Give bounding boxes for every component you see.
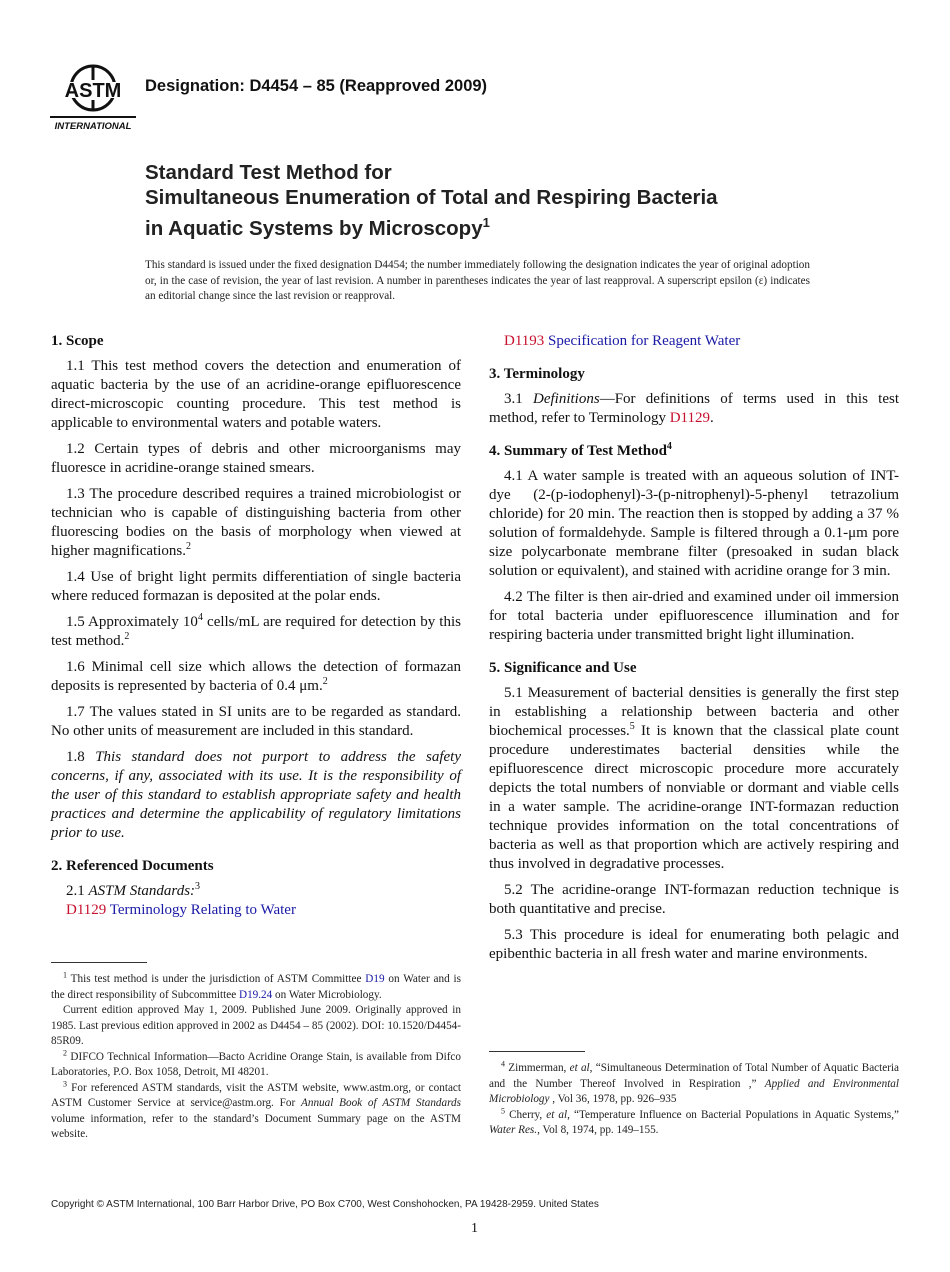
footnote-2: $^2$ DIFCO Technical Information—Bacto Acridine Orange Stain, is available from Difco Laboratories, P.O. Box 1058, Detroit, MI 48201. <box>51 1047 461 1078</box>
paragraph-2-1: 2.1 ASTM Standards:$^3$ <box>66 881 201 899</box>
paragraph-1-6: 1.6 Minimal cell size which allows the detection of formazan deposits is represented by bacteria of 0.4 μm.$^2$ <box>51 659 461 694</box>
paragraph-1-1: 1.1 This test method covers the detection and enumeration of aquatic bacteria by the use of an acridine-orange epifluorescence direct-microscopic counting procedure. This test method is applicable to environmental waters and potable waters. <box>51 358 461 431</box>
title-line-3: in Aquatic Systems by Microscopy$^1$ <box>145 215 490 240</box>
reference-d1193[interactable] <box>504 332 899 351</box>
paragraph-5-3: 5.3 This procedure is ideal for enumerating both pelagic and epibenthic bacteria in all fresh water and marine environments. <box>489 927 899 962</box>
paragraph-5-2: 5.2 The acridine-orange INT-formazan reduction technique is both quantitative and precise. <box>489 882 899 917</box>
section-heading: 3. Terminology <box>489 366 585 382</box>
reference-title[interactable]: Terminology Relating to Water <box>109 902 296 918</box>
astm-logo-mark <box>65 66 122 110</box>
footnote-divider <box>51 962 147 963</box>
svg-text:INTERNATIONAL: INTERNATIONAL <box>54 121 132 132</box>
terminology-ref-link[interactable]: D1129 <box>669 410 710 426</box>
footnote-5: $^5$ Cherry, et al, “Temperature Influence on Bacterial Populations in Aquatic Systems,” Water Res., Vol 8, 1974, pp. 149–155. <box>489 1105 900 1136</box>
paragraph-1-7: 1.7 The values stated in SI units are to be regarded as standard. No other units of measurement are included in this standard. <box>51 704 461 739</box>
footnote-ref[interactable]: 3 <box>195 881 201 892</box>
reference-code[interactable]: D1129 <box>66 902 107 918</box>
footnote-1: $^1$ This test method is under the jurisdiction of ASTM Committee D19 on Water and is the direct responsibility of Subcommittee D19.24 on Water Microbiology. <box>51 970 461 1001</box>
section-terminology <box>489 365 899 428</box>
footnote-1-edition: Current edition approved May 1, 2009. Published June 2009. Originally approved in 1985. Last previous edition approved in 2002 as D4454 – 85 (2002). DOI: 10.1520/D4454-85R09. <box>51 1004 461 1047</box>
issuance-note: This standard is issued under the fixed designation D4454; the number immediately following the designation indicates the year of original adoption or, in the case of revision, the year of last revision. A number in parentheses indicates the year of last reapproval. A superscript epsilon (ε) indicates an editorial change since the last revision or reapproval. <box>145 259 810 302</box>
section-referenced-documents <box>51 857 461 920</box>
document-title <box>145 160 845 241</box>
section-heading: 1. Scope <box>51 333 104 349</box>
footnote-divider <box>489 1051 585 1052</box>
paragraph-1-5: 1.5 Approximately $10^4$ cells/mL are required for detection by this test method.$^2$ <box>51 612 461 649</box>
footnote-ref[interactable]: 5 <box>629 721 635 732</box>
reference-code[interactable]: D1193 <box>504 333 545 349</box>
paragraph-1-8: 1.8 This standard does not purport to address the safety concerns, if any, associated with its use. It is the responsibility of the user of this standard to establish appropriate safety and health practices and determine the applicability of regulatory limitations prior to use. <box>51 749 462 841</box>
reference-d1193-block <box>489 332 899 351</box>
paragraph-4-2: 4.2 The filter is then air-dried and examined under oil immersion for total bacteria under epifluorescence illumination and for respiring bacteria under transmitted bright light illumination. <box>489 589 899 643</box>
designation: Designation: D4454 – 85 (Reapproved 2009) <box>145 77 488 95</box>
committee-link[interactable]: D19 <box>365 973 385 985</box>
paragraph-5-1: 5.1 Measurement of bacterial densities is generally the first step in establishing a relationship between bacteria and other biochemical processes.$^5$ It is known that the classical plate count procedure underestimates bacterial densities while the epifluorescence direct microscopic procedure more accurately depicts the total numbers of nonviable or dormant and viable cells in a water sample. The acridine-orange INT-formazan reduction technique provides information on the total concentrations of bacteria as well as that proportion which are actively respiring and thus involved in degradative processes. <box>489 685 899 872</box>
paragraph-1-2: 1.2 Certain types of debris and other microorganisms may fluoresce in acridine-orange stained smears. <box>51 441 461 476</box>
title-footnote-ref[interactable]: 1 <box>482 215 490 230</box>
svg-text:ASTM: ASTM <box>64 80 122 102</box>
section-significance <box>489 659 899 964</box>
footnote-ref[interactable]: 2 <box>322 676 328 687</box>
footnote-3: $^3$ For referenced ASTM standards, visit the ASTM website, www.astm.org, or contact ASTM Customer Service at service@astm.org. For Annual Book of ASTM Standards volume information, refer to the standard’s Document Summary page on the ASTM website. <box>51 1078 461 1140</box>
section-heading: 5. Significance and Use <box>489 660 637 676</box>
paragraph-1-3: 1.3 The procedure described requires a trained microbiologist or technician who is capable of distinguishing bacteria from other fluorescing bodies on the basis of morphology when viewed at higher magnifications.$^2$ <box>51 486 461 559</box>
footnotes-left <box>51 972 461 1143</box>
paragraph-4-1: 4.1 A water sample is treated with an aqueous solution of INT-dye (2-(p-iodophenyl)-3-(p-nitrophenyl)-5-phenyl tetrazolium chloride) for 20 min. The reaction then is stopped by adding a 37 % solution of formaldehyde. Sample is filtered through a 0.1-μm pore size polycarbonate membrane filter (presoaked in sudan black solution or equivalent), and stained with acridine orange for 3 min. <box>489 468 899 579</box>
reference-d1129[interactable] <box>66 901 461 920</box>
footnote-ref[interactable]: 2 <box>124 631 130 642</box>
reference-title[interactable]: Specification for Reagent Water <box>548 333 741 349</box>
astm-logo <box>50 58 136 134</box>
subcommittee-link[interactable]: D19.24 <box>238 988 273 1001</box>
right-column <box>489 332 899 971</box>
section-heading: 4. Summary of Test Method$^4$ <box>489 441 672 459</box>
copyright-notice: Copyright © ASTM International, 100 Barr Harbor Drive, PO Box C700, West Conshohocken, PA 19428-2959. United States <box>51 1199 599 1210</box>
title-line-2: Simultaneous Enumeration of Total and Respiring Bacteria <box>145 186 718 209</box>
footnote-ref[interactable]: 2 <box>185 541 191 552</box>
exponent: 4 <box>197 612 203 623</box>
section-heading: 2. Referenced Documents <box>51 858 214 874</box>
page-number: 1 <box>471 1221 478 1236</box>
footnote-ref[interactable]: 4 <box>666 441 672 452</box>
section-scope <box>51 332 461 843</box>
left-column <box>51 332 461 920</box>
paragraph-1-4: 1.4 Use of bright light permits differentiation of single bacteria where reduced formazan is deposited at the polar ends. <box>51 569 461 604</box>
title-line-1: Standard Test Method for <box>145 161 392 184</box>
paragraph-3-1: 3.1 Definitions—For definitions of terms used in this test method, refer to Terminology D1129. <box>489 391 900 426</box>
footnote-4: $^4$ Zimmerman, et al, “Simultaneous Determination of Total Number of Aquatic Bacteria and the Number Thereof Involved in Respiration ,” Applied and Environmental Microbiology , Vol 36, 1978, pp. 926–935 <box>489 1059 900 1105</box>
footnotes-right <box>489 1061 899 1139</box>
section-summary <box>489 442 899 645</box>
